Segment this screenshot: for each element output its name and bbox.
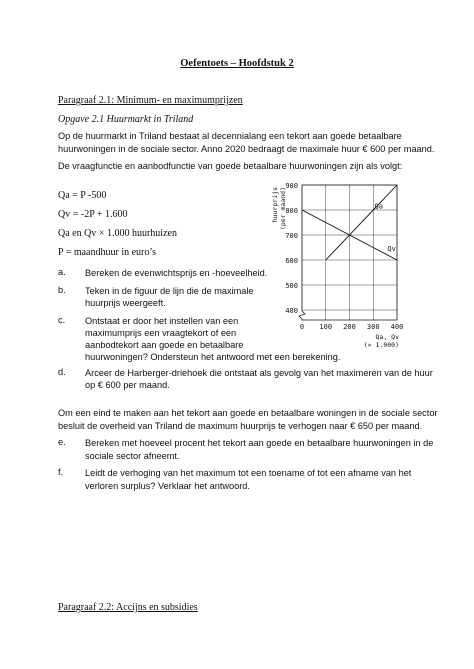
- y-axis-label-line-0: huurprijs: [271, 187, 279, 223]
- equation-supply: Qa = P -500: [58, 190, 107, 201]
- x-axis-label-line-1: (× 1.000): [363, 341, 399, 349]
- paragraph-2-line-2: besluit de overheid van Triland de maximum huurprijs te verhogen naar € 650 per maand.: [58, 421, 423, 431]
- document-title: Oefentoets – Hoofdstuk 2: [180, 58, 294, 69]
- intro-line-1: Op de huurmarkt in Triland bestaat al decennialang een tekort aan goede betaalbare: [58, 131, 402, 141]
- intro-line-2: huurwoningen in de sociale sector. Anno 2020 bedraagt de maximale huur € 600 per maand.: [58, 144, 435, 154]
- question-b-line-2: huurprijs weergeeft.: [85, 298, 166, 308]
- question-a-label: a.: [58, 267, 66, 277]
- x-tick-label-2: 200: [343, 323, 356, 331]
- y-tick-label-3: 700: [285, 232, 298, 240]
- question-e-label: e.: [58, 437, 66, 447]
- question-f-line-2: verloren surplus? Verklaar het antwoord.: [85, 481, 250, 491]
- y-axis-label-line-1: (per maand): [279, 187, 287, 231]
- y-tick-label-1: 500: [285, 282, 298, 290]
- question-e-line-2: sociale sector afneemt.: [85, 451, 180, 461]
- question-c-label: c.: [58, 315, 66, 325]
- question-a-text: Bereken de evenwichtsprijs en -hoeveelheid.: [85, 268, 268, 278]
- y-tick-label-5: 900: [285, 182, 298, 190]
- series-label-qv: Qv: [387, 245, 396, 253]
- question-d-label: d.: [58, 367, 66, 377]
- exercise-title: Opgave 2.1 Huurmarkt in Triland: [58, 114, 194, 125]
- equation-demand: Qv = -2P + 1.600: [58, 209, 128, 220]
- question-f-label: f.: [58, 467, 64, 477]
- paragraph-2-line-1: Om een eind te maken aan het tekort aan goede en betaalbare woningen in de sociale sector: [58, 408, 438, 418]
- question-f-line-1: Leidt de verhoging van het maximum tot een toename of tot een afname van het: [85, 468, 412, 478]
- series-line-qa: [326, 185, 397, 260]
- x-tick-label-1: 100: [319, 323, 333, 331]
- equation-units: Qa en Qv × 1.000 huurhuizen: [58, 228, 177, 239]
- equation-price-def: P = maandhuur in euro’s: [58, 247, 157, 258]
- section-heading-2-1: Paragraaf 2.1: Minimum- en maximumprijzen: [58, 95, 243, 106]
- question-c-line-2: maximumprijs een vraagtekort of een: [85, 328, 237, 338]
- question-b-line-1: Teken in de figuur de lijn die de maximale: [85, 286, 254, 296]
- x-tick-label-0: 0: [299, 323, 305, 331]
- question-b-label: b.: [58, 285, 66, 295]
- question-c-line-3: aanbodtekort aan goede en betaalbare: [85, 340, 244, 350]
- question-c-line-4: huurwoningen? Ondersteun het antwoord met een berekening.: [85, 352, 341, 362]
- question-d-line-2: op € 600 per maand.: [85, 380, 170, 390]
- y-tick-label-0: 400: [285, 307, 298, 315]
- functions-intro: De vraagfunctie en aanbodfunctie van goede betaalbare huurwoningen zijn als volgt:: [58, 161, 403, 171]
- series-label-qa: Qa: [374, 202, 383, 211]
- rent-market-chart: [265, 172, 415, 352]
- x-axis-label-line-0: Qa, Qv: [375, 333, 399, 341]
- section-heading-2-2: Paragraaf 2.2: Accijns en subsidies: [58, 602, 198, 613]
- x-tick-label-3: 300: [366, 323, 380, 331]
- question-c-line-1: Ontstaat er door het instellen van een: [85, 316, 239, 326]
- x-tick-label-4: 400: [390, 323, 404, 331]
- y-tick-label-4: 800: [285, 207, 298, 215]
- question-d-line-1: Arceer de Harberger-driehoek die ontstaat als gevolg van het maximeren van de huur: [85, 368, 433, 378]
- y-tick-label-2: 600: [285, 257, 298, 265]
- question-e-line-1: Bereken met hoeveel procent het tekort aan goede en betaalbare huurwoningen in de: [85, 438, 434, 448]
